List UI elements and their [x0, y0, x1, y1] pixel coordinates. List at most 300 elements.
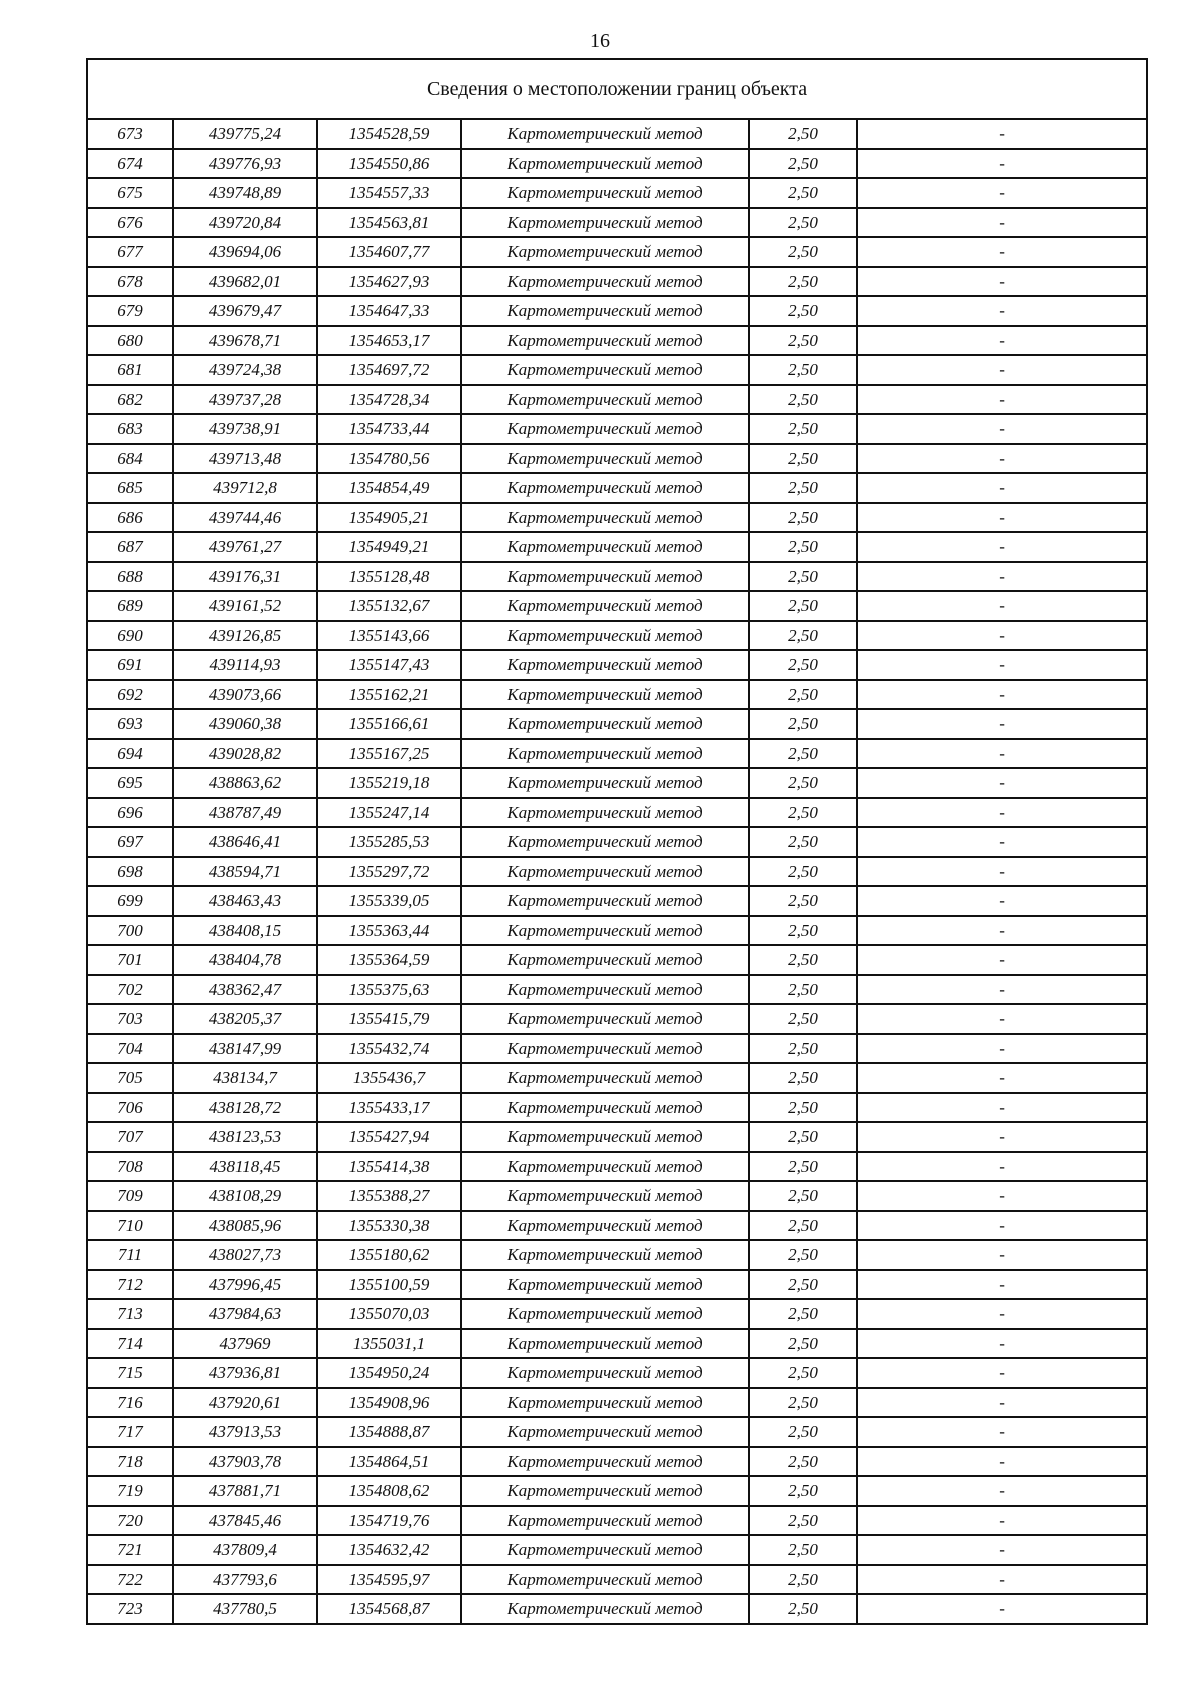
point-number-cell: 715 [87, 1358, 173, 1388]
y-coordinate-cell: 1354647,33 [317, 296, 461, 326]
description-cell: - [857, 945, 1147, 975]
point-number-cell: 708 [87, 1152, 173, 1182]
y-coordinate-cell: 1355436,7 [317, 1063, 461, 1093]
x-coordinate-cell: 439678,71 [173, 326, 317, 356]
table-row [87, 857, 1147, 887]
point-number-cell: 702 [87, 975, 173, 1005]
description-cell: - [857, 473, 1147, 503]
description-cell: - [857, 1358, 1147, 1388]
y-coordinate-cell: 1354808,62 [317, 1476, 461, 1506]
x-coordinate-cell: 437996,45 [173, 1270, 317, 1300]
y-coordinate-cell: 1354905,21 [317, 503, 461, 533]
description-cell: - [857, 1594, 1147, 1624]
x-coordinate-cell: 438205,37 [173, 1004, 317, 1034]
table-row [87, 149, 1147, 179]
table-row [87, 355, 1147, 385]
x-coordinate-cell: 437969 [173, 1329, 317, 1359]
point-number-cell: 674 [87, 149, 173, 179]
x-coordinate-cell: 439126,85 [173, 621, 317, 651]
y-coordinate-cell: 1354864,51 [317, 1447, 461, 1477]
point-number-cell: 682 [87, 385, 173, 415]
method-cell: Картометрический метод [461, 1299, 749, 1329]
accuracy-cell: 2,50 [749, 385, 857, 415]
y-coordinate-cell: 1355285,53 [317, 827, 461, 857]
point-number-cell: 680 [87, 326, 173, 356]
table-row [87, 1093, 1147, 1123]
accuracy-cell: 2,50 [749, 237, 857, 267]
accuracy-cell: 2,50 [749, 414, 857, 444]
table-row [87, 1181, 1147, 1211]
method-cell: Картометрический метод [461, 296, 749, 326]
description-cell: - [857, 709, 1147, 739]
method-cell: Картометрический метод [461, 1122, 749, 1152]
x-coordinate-cell: 437903,78 [173, 1447, 317, 1477]
table-row [87, 1034, 1147, 1064]
y-coordinate-cell: 1355415,79 [317, 1004, 461, 1034]
description-cell: - [857, 1004, 1147, 1034]
accuracy-cell: 2,50 [749, 1358, 857, 1388]
x-coordinate-cell: 438787,49 [173, 798, 317, 828]
x-coordinate-cell: 437881,71 [173, 1476, 317, 1506]
x-coordinate-cell: 438128,72 [173, 1093, 317, 1123]
method-cell: Картометрический метод [461, 267, 749, 297]
y-coordinate-cell: 1355364,59 [317, 945, 461, 975]
method-cell: Картометрический метод [461, 650, 749, 680]
method-cell: Картометрический метод [461, 473, 749, 503]
description-cell: - [857, 503, 1147, 533]
table-row [87, 1417, 1147, 1447]
accuracy-cell: 2,50 [749, 886, 857, 916]
x-coordinate-cell: 439712,8 [173, 473, 317, 503]
x-coordinate-cell: 439748,89 [173, 178, 317, 208]
table-row [87, 709, 1147, 739]
x-coordinate-cell: 439738,91 [173, 414, 317, 444]
y-coordinate-cell: 1354632,42 [317, 1535, 461, 1565]
description-cell: - [857, 680, 1147, 710]
accuracy-cell: 2,50 [749, 1240, 857, 1270]
accuracy-cell: 2,50 [749, 1034, 857, 1064]
method-cell: Картометрический метод [461, 1329, 749, 1359]
point-number-cell: 673 [87, 119, 173, 149]
table-row [87, 1388, 1147, 1418]
point-number-cell: 689 [87, 591, 173, 621]
method-cell: Картометрический метод [461, 1417, 749, 1447]
x-coordinate-cell: 439679,47 [173, 296, 317, 326]
y-coordinate-cell: 1355166,61 [317, 709, 461, 739]
accuracy-cell: 2,50 [749, 444, 857, 474]
table-row [87, 1506, 1147, 1536]
table-row [87, 1063, 1147, 1093]
table-row [87, 119, 1147, 149]
method-cell: Картометрический метод [461, 237, 749, 267]
accuracy-cell: 2,50 [749, 709, 857, 739]
accuracy-cell: 2,50 [749, 178, 857, 208]
point-number-cell: 718 [87, 1447, 173, 1477]
table-row [87, 739, 1147, 769]
table-row [87, 503, 1147, 533]
y-coordinate-cell: 1355031,1 [317, 1329, 461, 1359]
y-coordinate-cell: 1355433,17 [317, 1093, 461, 1123]
y-coordinate-cell: 1354780,56 [317, 444, 461, 474]
description-cell: - [857, 1063, 1147, 1093]
table-row [87, 1447, 1147, 1477]
accuracy-cell: 2,50 [749, 827, 857, 857]
y-coordinate-cell: 1354854,49 [317, 473, 461, 503]
y-coordinate-cell: 1355100,59 [317, 1270, 461, 1300]
method-cell: Картометрический метод [461, 680, 749, 710]
description-cell: - [857, 1211, 1147, 1241]
table-row [87, 414, 1147, 444]
description-cell: - [857, 355, 1147, 385]
point-number-cell: 700 [87, 916, 173, 946]
point-number-cell: 697 [87, 827, 173, 857]
table-row [87, 296, 1147, 326]
accuracy-cell: 2,50 [749, 1476, 857, 1506]
y-coordinate-cell: 1355128,48 [317, 562, 461, 592]
x-coordinate-cell: 438863,62 [173, 768, 317, 798]
point-number-cell: 687 [87, 532, 173, 562]
x-coordinate-cell: 438118,45 [173, 1152, 317, 1182]
point-number-cell: 685 [87, 473, 173, 503]
point-number-cell: 677 [87, 237, 173, 267]
x-coordinate-cell: 437913,53 [173, 1417, 317, 1447]
method-cell: Картометрический метод [461, 326, 749, 356]
description-cell: - [857, 591, 1147, 621]
point-number-cell: 681 [87, 355, 173, 385]
y-coordinate-cell: 1354653,17 [317, 326, 461, 356]
method-cell: Картометрический метод [461, 178, 749, 208]
accuracy-cell: 2,50 [749, 326, 857, 356]
point-number-cell: 686 [87, 503, 173, 533]
x-coordinate-cell: 438463,43 [173, 886, 317, 916]
point-number-cell: 716 [87, 1388, 173, 1418]
accuracy-cell: 2,50 [749, 1093, 857, 1123]
accuracy-cell: 2,50 [749, 355, 857, 385]
point-number-cell: 690 [87, 621, 173, 651]
y-coordinate-cell: 1354728,34 [317, 385, 461, 415]
accuracy-cell: 2,50 [749, 267, 857, 297]
y-coordinate-cell: 1354908,96 [317, 1388, 461, 1418]
description-cell: - [857, 886, 1147, 916]
point-number-cell: 721 [87, 1535, 173, 1565]
table-row [87, 798, 1147, 828]
table-row [87, 916, 1147, 946]
table-row [87, 1594, 1147, 1624]
table-row [87, 237, 1147, 267]
table-row [87, 1270, 1147, 1300]
method-cell: Картометрический метод [461, 149, 749, 179]
table-row [87, 1565, 1147, 1595]
y-coordinate-cell: 1355219,18 [317, 768, 461, 798]
accuracy-cell: 2,50 [749, 591, 857, 621]
method-cell: Картометрический метод [461, 532, 749, 562]
accuracy-cell: 2,50 [749, 916, 857, 946]
x-coordinate-cell: 439744,46 [173, 503, 317, 533]
method-cell: Картометрический метод [461, 385, 749, 415]
method-cell: Картометрический метод [461, 355, 749, 385]
method-cell: Картометрический метод [461, 1388, 749, 1418]
point-number-cell: 679 [87, 296, 173, 326]
table-row [87, 975, 1147, 1005]
point-number-cell: 678 [87, 267, 173, 297]
method-cell: Картометрический метод [461, 1211, 749, 1241]
table-row [87, 562, 1147, 592]
description-cell: - [857, 739, 1147, 769]
x-coordinate-cell: 439161,52 [173, 591, 317, 621]
method-cell: Картометрический метод [461, 916, 749, 946]
y-coordinate-cell: 1355432,74 [317, 1034, 461, 1064]
table-row [87, 827, 1147, 857]
point-number-cell: 691 [87, 650, 173, 680]
point-number-cell: 705 [87, 1063, 173, 1093]
x-coordinate-cell: 439682,01 [173, 267, 317, 297]
method-cell: Картометрический метод [461, 886, 749, 916]
description-cell: - [857, 768, 1147, 798]
description-cell: - [857, 1535, 1147, 1565]
table-row [87, 650, 1147, 680]
accuracy-cell: 2,50 [749, 1063, 857, 1093]
table-row [87, 267, 1147, 297]
point-number-cell: 693 [87, 709, 173, 739]
point-number-cell: 707 [87, 1122, 173, 1152]
description-cell: - [857, 414, 1147, 444]
y-coordinate-cell: 1355427,94 [317, 1122, 461, 1152]
x-coordinate-cell: 437793,6 [173, 1565, 317, 1595]
description-cell: - [857, 178, 1147, 208]
point-number-cell: 711 [87, 1240, 173, 1270]
accuracy-cell: 2,50 [749, 650, 857, 680]
description-cell: - [857, 975, 1147, 1005]
method-cell: Картометрический метод [461, 739, 749, 769]
y-coordinate-cell: 1355414,38 [317, 1152, 461, 1182]
y-coordinate-cell: 1354719,76 [317, 1506, 461, 1536]
description-cell: - [857, 857, 1147, 887]
method-cell: Картометрический метод [461, 827, 749, 857]
x-coordinate-cell: 439720,84 [173, 208, 317, 238]
description-cell: - [857, 385, 1147, 415]
accuracy-cell: 2,50 [749, 680, 857, 710]
boundary-coordinates-table [86, 58, 1148, 1625]
point-number-cell: 714 [87, 1329, 173, 1359]
method-cell: Картометрический метод [461, 1535, 749, 1565]
point-number-cell: 720 [87, 1506, 173, 1536]
y-coordinate-cell: 1355363,44 [317, 916, 461, 946]
description-cell: - [857, 621, 1147, 651]
method-cell: Картометрический метод [461, 857, 749, 887]
method-cell: Картометрический метод [461, 945, 749, 975]
description-cell: - [857, 1093, 1147, 1123]
y-coordinate-cell: 1355375,63 [317, 975, 461, 1005]
table-row [87, 1211, 1147, 1241]
description-cell: - [857, 208, 1147, 238]
point-number-cell: 712 [87, 1270, 173, 1300]
y-coordinate-cell: 1354888,87 [317, 1417, 461, 1447]
description-cell: - [857, 1152, 1147, 1182]
page-number: 16 [590, 30, 610, 52]
point-number-cell: 713 [87, 1299, 173, 1329]
table-row [87, 1004, 1147, 1034]
y-coordinate-cell: 1354627,93 [317, 267, 461, 297]
description-cell: - [857, 1240, 1147, 1270]
point-number-cell: 701 [87, 945, 173, 975]
accuracy-cell: 2,50 [749, 1299, 857, 1329]
method-cell: Картометрический метод [461, 208, 749, 238]
accuracy-cell: 2,50 [749, 975, 857, 1005]
x-coordinate-cell: 439028,82 [173, 739, 317, 769]
y-coordinate-cell: 1355132,67 [317, 591, 461, 621]
method-cell: Картометрический метод [461, 1506, 749, 1536]
description-cell: - [857, 1447, 1147, 1477]
y-coordinate-cell: 1355297,72 [317, 857, 461, 887]
point-number-cell: 696 [87, 798, 173, 828]
method-cell: Картометрический метод [461, 1181, 749, 1211]
table-row [87, 326, 1147, 356]
table-row [87, 621, 1147, 651]
description-cell: - [857, 267, 1147, 297]
y-coordinate-cell: 1354568,87 [317, 1594, 461, 1624]
accuracy-cell: 2,50 [749, 1122, 857, 1152]
y-coordinate-cell: 1354607,77 [317, 237, 461, 267]
accuracy-cell: 2,50 [749, 562, 857, 592]
table-row [87, 1152, 1147, 1182]
accuracy-cell: 2,50 [749, 473, 857, 503]
y-coordinate-cell: 1355162,21 [317, 680, 461, 710]
x-coordinate-cell: 438646,41 [173, 827, 317, 857]
x-coordinate-cell: 439694,06 [173, 237, 317, 267]
accuracy-cell: 2,50 [749, 1447, 857, 1477]
method-cell: Картометрический метод [461, 591, 749, 621]
accuracy-cell: 2,50 [749, 119, 857, 149]
y-coordinate-cell: 1355143,66 [317, 621, 461, 651]
description-cell: - [857, 1122, 1147, 1152]
method-cell: Картометрический метод [461, 414, 749, 444]
description-cell: - [857, 1181, 1147, 1211]
accuracy-cell: 2,50 [749, 208, 857, 238]
description-cell: - [857, 1506, 1147, 1536]
table-row [87, 945, 1147, 975]
description-cell: - [857, 1388, 1147, 1418]
method-cell: Картометрический метод [461, 768, 749, 798]
method-cell: Картометрический метод [461, 1004, 749, 1034]
table-row [87, 385, 1147, 415]
point-number-cell: 722 [87, 1565, 173, 1595]
method-cell: Картометрический метод [461, 1565, 749, 1595]
x-coordinate-cell: 439176,31 [173, 562, 317, 592]
y-coordinate-cell: 1355180,62 [317, 1240, 461, 1270]
y-coordinate-cell: 1354550,86 [317, 149, 461, 179]
method-cell: Картометрический метод [461, 503, 749, 533]
description-cell: - [857, 119, 1147, 149]
x-coordinate-cell: 439776,93 [173, 149, 317, 179]
description-cell: - [857, 562, 1147, 592]
method-cell: Картометрический метод [461, 1358, 749, 1388]
description-cell: - [857, 1417, 1147, 1447]
table-row [87, 444, 1147, 474]
accuracy-cell: 2,50 [749, 1506, 857, 1536]
x-coordinate-cell: 437984,63 [173, 1299, 317, 1329]
accuracy-cell: 2,50 [749, 857, 857, 887]
table-row [87, 1240, 1147, 1270]
method-cell: Картометрический метод [461, 709, 749, 739]
description-cell: - [857, 296, 1147, 326]
y-coordinate-cell: 1354949,21 [317, 532, 461, 562]
accuracy-cell: 2,50 [749, 621, 857, 651]
y-coordinate-cell: 1355330,38 [317, 1211, 461, 1241]
x-coordinate-cell: 438594,71 [173, 857, 317, 887]
x-coordinate-cell: 439114,93 [173, 650, 317, 680]
description-cell: - [857, 1299, 1147, 1329]
accuracy-cell: 2,50 [749, 768, 857, 798]
point-number-cell: 706 [87, 1093, 173, 1123]
method-cell: Картометрический метод [461, 1476, 749, 1506]
point-number-cell: 719 [87, 1476, 173, 1506]
method-cell: Картометрический метод [461, 1270, 749, 1300]
method-cell: Картометрический метод [461, 975, 749, 1005]
table-row [87, 1358, 1147, 1388]
point-number-cell: 703 [87, 1004, 173, 1034]
accuracy-cell: 2,50 [749, 1329, 857, 1359]
point-number-cell: 717 [87, 1417, 173, 1447]
description-cell: - [857, 798, 1147, 828]
point-number-cell: 709 [87, 1181, 173, 1211]
point-number-cell: 692 [87, 680, 173, 710]
accuracy-cell: 2,50 [749, 1594, 857, 1624]
accuracy-cell: 2,50 [749, 1004, 857, 1034]
accuracy-cell: 2,50 [749, 296, 857, 326]
y-coordinate-cell: 1355388,27 [317, 1181, 461, 1211]
method-cell: Картометрический метод [461, 798, 749, 828]
accuracy-cell: 2,50 [749, 1211, 857, 1241]
y-coordinate-cell: 1355147,43 [317, 650, 461, 680]
method-cell: Картометрический метод [461, 1034, 749, 1064]
y-coordinate-cell: 1354557,33 [317, 178, 461, 208]
method-cell: Картометрический метод [461, 621, 749, 651]
x-coordinate-cell: 437936,81 [173, 1358, 317, 1388]
table-row [87, 178, 1147, 208]
x-coordinate-cell: 438027,73 [173, 1240, 317, 1270]
y-coordinate-cell: 1355247,14 [317, 798, 461, 828]
accuracy-cell: 2,50 [749, 1270, 857, 1300]
description-cell: - [857, 650, 1147, 680]
table-row [87, 680, 1147, 710]
y-coordinate-cell: 1354595,97 [317, 1565, 461, 1595]
accuracy-cell: 2,50 [749, 1181, 857, 1211]
x-coordinate-cell: 439713,48 [173, 444, 317, 474]
accuracy-cell: 2,50 [749, 798, 857, 828]
x-coordinate-cell: 439060,38 [173, 709, 317, 739]
accuracy-cell: 2,50 [749, 532, 857, 562]
y-coordinate-cell: 1354950,24 [317, 1358, 461, 1388]
x-coordinate-cell: 438085,96 [173, 1211, 317, 1241]
accuracy-cell: 2,50 [749, 149, 857, 179]
y-coordinate-cell: 1355070,03 [317, 1299, 461, 1329]
x-coordinate-cell: 438404,78 [173, 945, 317, 975]
accuracy-cell: 2,50 [749, 1565, 857, 1595]
table-row [87, 473, 1147, 503]
method-cell: Картометрический метод [461, 444, 749, 474]
description-cell: - [857, 1034, 1147, 1064]
accuracy-cell: 2,50 [749, 1388, 857, 1418]
y-coordinate-cell: 1354528,59 [317, 119, 461, 149]
method-cell: Картометрический метод [461, 119, 749, 149]
method-cell: Картометрический метод [461, 1240, 749, 1270]
method-cell: Картометрический метод [461, 1594, 749, 1624]
method-cell: Картометрический метод [461, 1093, 749, 1123]
method-cell: Картометрический метод [461, 562, 749, 592]
description-cell: - [857, 1270, 1147, 1300]
x-coordinate-cell: 439724,38 [173, 355, 317, 385]
table-row [87, 532, 1147, 562]
